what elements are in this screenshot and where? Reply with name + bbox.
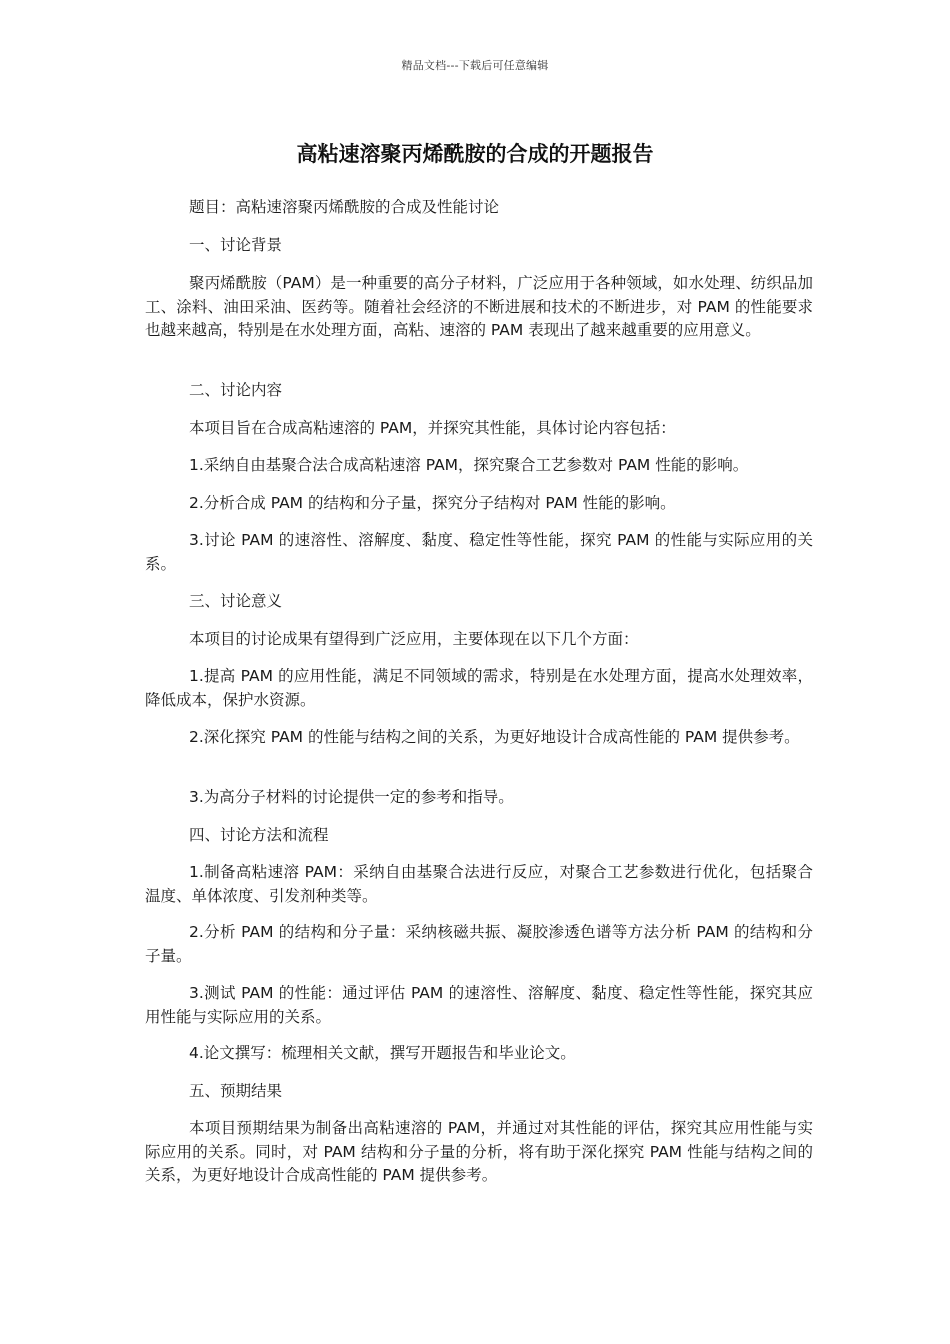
paragraph-background: 聚丙烯酰胺（PAM）是一种重要的高分子材料，广泛应用于各种领域，如水处理、纺织品加工、涂料、油田采油、医药等。随着社会经济的不断进展和技术的不断进步，对 PAM 的性能要求也越来越高，特别是在水处理方面，高粘、速溶的 PAM 表现出了越来越重要的应用意义。: [145, 274, 813, 339]
list-item-significance-3: 3.为高分子材料的讨论提供一定的参考和指导。: [189, 788, 514, 806]
page-header: 精品文档---下载后可任意编辑: [401, 59, 549, 72]
list-item-significance-1: 1.提高 PAM 的应用性能，满足不同领域的需求，特别是在水处理方面，提高水处理效率，降低成本，保护水资源。: [145, 667, 813, 709]
section-heading-background: 一、讨论背景: [189, 236, 283, 254]
section-heading-significance: 三、讨论意义: [189, 592, 283, 610]
list-item-methods-2: 2.分析 PAM 的结构和分子量：采纳核磁共振、凝胶渗透色谱等方法分析 PAM 的结构和分子量。: [145, 923, 813, 965]
section-heading-methods: 四、讨论方法和流程: [189, 826, 329, 844]
section-heading-results: 五、预期结果: [189, 1082, 283, 1100]
list-item-methods-1: 1.制备高粘速溶 PAM：采纳自由基聚合法进行反应，对聚合工艺参数进行优化，包括聚合温度、单体浓度、引发剂种类等。: [145, 863, 813, 905]
topic-line: 题目：高粘速溶聚丙烯酰胺的合成及性能讨论: [189, 198, 500, 216]
list-item-content-2: 2.分析合成 PAM 的结构和分子量，探究分子结构对 PAM 性能的影响。: [189, 494, 676, 512]
list-item-methods-3: 3.测试 PAM 的性能：通过评估 PAM 的速溶性、溶解度、黏度、稳定性等性能，探究其应用性能与实际应用的关系。: [145, 984, 813, 1026]
list-item-significance-2: 2.深化探究 PAM 的性能与结构之间的关系，为更好地设计合成高性能的 PAM 提供参考。: [189, 728, 800, 746]
section-heading-content: 二、讨论内容: [189, 381, 283, 399]
list-item-content-3: 3.讨论 PAM 的速溶性、溶解度、黏度、稳定性等性能，探究 PAM 的性能与实际应用的关系。: [145, 531, 813, 573]
document-title: 高粘速溶聚丙烯酰胺的合成的开题报告: [296, 142, 654, 166]
list-item-methods-4: 4.论文撰写：梳理相关文献，撰写开题报告和毕业论文。: [189, 1044, 576, 1062]
list-item-content-1: 1.采纳自由基聚合法合成高粘速溶 PAM，探究聚合工艺参数对 PAM 性能的影响。: [189, 456, 749, 474]
paragraph-significance-intro: 本项目的讨论成果有望得到广泛应用，主要体现在以下几个方面：: [189, 630, 639, 648]
paragraph-content-intro: 本项目旨在合成高粘速溶的 PAM，并探究其性能，具体讨论内容包括：: [189, 419, 676, 437]
paragraph-results: 本项目预期结果为制备出高粘速溶的 PAM，并通过对其性能的评估，探究其应用性能与实际应用的关系。同时，对 PAM 结构和分子量的分析，将有助于深化探究 PAM 性能与结构之间的关系，为更好地设计合成高性能的 PAM 提供参考。: [145, 1119, 813, 1184]
